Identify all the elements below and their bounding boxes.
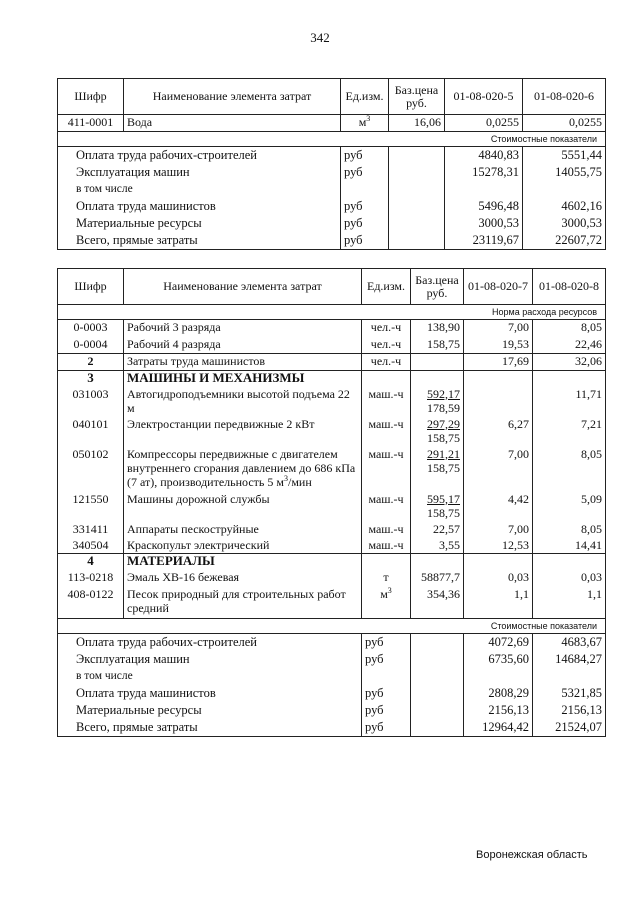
row-name: Рабочий 4 разряда — [124, 337, 362, 354]
summary-unit: руб — [341, 164, 389, 181]
summary-row — [58, 215, 606, 232]
summary-row — [58, 702, 606, 719]
summary-row — [58, 634, 606, 652]
row-name: Затраты труда машинистов — [124, 354, 362, 371]
row-code: 340504 — [58, 538, 124, 554]
summary-value-b: 5321,85 — [533, 685, 606, 702]
row-value-a — [464, 387, 533, 417]
summary-value-b: 22607,72 — [523, 232, 606, 250]
row-value-b: 8,05 — [533, 447, 606, 492]
row-unit: т — [362, 570, 411, 587]
row-name: Автогидроподъемники высотой подъема 22 м — [124, 387, 362, 417]
summary-value-b: 2156,13 — [533, 702, 606, 719]
machinist-row — [58, 354, 606, 371]
summary-row — [58, 198, 606, 215]
summary-unit: руб — [362, 719, 411, 737]
summary-row — [58, 147, 606, 165]
summary-label: Оплата труда машинистов — [58, 685, 362, 702]
row-unit: маш.-ч — [362, 417, 411, 447]
row-unit: маш.-ч — [362, 447, 411, 492]
row-value-b: 8,05 — [533, 320, 606, 337]
table-row — [58, 447, 606, 492]
page-number: 342 — [310, 30, 330, 45]
table-header-row — [58, 79, 606, 115]
summary-value-a: 12964,42 — [464, 719, 533, 737]
summary-value-b: 3000,53 — [523, 215, 606, 232]
row-price: 16,06 — [389, 115, 445, 132]
row-price — [411, 447, 464, 492]
name-sup: 3 — [284, 473, 288, 483]
summary-unit: руб — [341, 232, 389, 250]
row-value-b: 14,41 — [533, 538, 606, 554]
row-price: 354,36 — [411, 587, 464, 619]
summary-row — [58, 719, 606, 737]
row-name — [124, 447, 362, 492]
row-name: Рабочий 3 разряда — [124, 320, 362, 337]
row-code: 0-0004 — [58, 337, 124, 354]
name-tail: /мин — [288, 474, 312, 489]
row-value-b: 7,21 — [533, 417, 606, 447]
section-code: 3 — [58, 371, 124, 387]
table-header-row — [58, 269, 606, 305]
summary-value-a: 15278,31 — [445, 164, 523, 181]
table-row — [58, 587, 606, 619]
row-code: 113-0218 — [58, 570, 124, 587]
row-unit: чел.-ч — [362, 354, 411, 371]
row-unit: маш.-ч — [362, 387, 411, 417]
price-main: 291,21 — [427, 446, 460, 461]
norm-caption-row — [58, 305, 606, 320]
row-price — [411, 387, 464, 417]
section-header-row — [58, 371, 606, 387]
section-caption-row — [58, 132, 606, 147]
row-unit — [362, 587, 411, 619]
row-value-b: 0,03 — [533, 570, 606, 587]
summary-row — [58, 232, 606, 250]
unit-text: м — [358, 115, 367, 129]
section-code: 4 — [58, 554, 124, 570]
row-unit: чел.-ч — [362, 337, 411, 354]
row-code: 040101 — [58, 417, 124, 447]
summary-row — [58, 651, 606, 668]
header-col-a: 01-08-020-7 — [464, 269, 533, 305]
price-secondary: 158,75 — [427, 505, 460, 520]
table-row — [58, 337, 606, 354]
summary-value-b: 5551,44 — [523, 147, 606, 165]
summary-value-b: 4602,16 — [523, 198, 606, 215]
header-name: Наименование элемента затрат — [124, 79, 341, 115]
cost-table-1 — [57, 78, 606, 250]
table-row — [58, 492, 606, 522]
summary-label: Материальные ресурсы — [58, 702, 362, 719]
row-value-b: 8,05 — [533, 522, 606, 538]
header-base-price: Баз.цена руб. — [389, 79, 445, 115]
row-code: 050102 — [58, 447, 124, 492]
row-value-b: 5,09 — [533, 492, 606, 522]
table-row — [58, 538, 606, 554]
row-price — [411, 492, 464, 522]
section-caption-row — [58, 619, 606, 634]
header-name: Наименование элемента затрат — [124, 269, 362, 305]
cost-table-2 — [57, 268, 606, 737]
summary-value-b: 14055,75 — [523, 164, 606, 181]
price-main: 297,29 — [427, 416, 460, 431]
unit-text: м — [380, 586, 388, 601]
table-row — [58, 320, 606, 337]
summary-row — [58, 164, 606, 181]
table-row — [58, 387, 606, 417]
section-header-row — [58, 554, 606, 570]
summary-unit: руб — [362, 685, 411, 702]
summary-label: Материальные ресурсы — [58, 215, 341, 232]
summary-unit: руб — [341, 147, 389, 165]
header-code: Шифр — [58, 79, 124, 115]
row-price: 158,75 — [411, 337, 464, 354]
row-value-a: 12,53 — [464, 538, 533, 554]
price-main: 592,17 — [427, 386, 460, 401]
row-unit: чел.-ч — [362, 320, 411, 337]
row-value-a: 7,00 — [464, 320, 533, 337]
norm-caption: Норма расхода ресурсов — [58, 305, 606, 320]
table-row — [58, 570, 606, 587]
price-main: 595,17 — [427, 491, 460, 506]
summary-unit: руб — [341, 198, 389, 215]
row-price: 138,90 — [411, 320, 464, 337]
row-value-b: 32,06 — [533, 354, 606, 371]
header-code: Шифр — [58, 269, 124, 305]
row-value-a: 6,27 — [464, 417, 533, 447]
summary-label: Эксплуатация машин — [58, 651, 362, 668]
row-name: Электростанции передвижные 2 кВт — [124, 417, 362, 447]
header-col-b: 01-08-020-6 — [523, 79, 606, 115]
row-code: 408-0122 — [58, 587, 124, 619]
row-price: 3,55 — [411, 538, 464, 554]
unit-sup: 3 — [387, 585, 392, 595]
unit-sup: 3 — [366, 114, 371, 123]
table-row — [58, 115, 606, 132]
summary-value-a: 2156,13 — [464, 702, 533, 719]
row-value-a: 7,00 — [464, 447, 533, 492]
section-caption: Стоимостные показатели — [58, 132, 606, 147]
summary-unit: руб — [341, 215, 389, 232]
section-title: МАШИНЫ И МЕХАНИЗМЫ — [124, 371, 362, 387]
summary-value-a: 4840,83 — [445, 147, 523, 165]
table-row — [58, 417, 606, 447]
row-value-a: 0,03 — [464, 570, 533, 587]
summary-value-b: 14684,27 — [533, 651, 606, 668]
row-unit — [341, 115, 389, 132]
summary-label: Оплата труда рабочих-строителей — [58, 634, 362, 652]
row-price — [411, 417, 464, 447]
row-code: 411-0001 — [58, 115, 124, 132]
row-value-b: 0,0255 — [523, 115, 606, 132]
summary-value-a: 23119,67 — [445, 232, 523, 250]
summary-label: в том числе — [58, 181, 341, 198]
row-unit: маш.-ч — [362, 492, 411, 522]
summary-value-a: 3000,53 — [445, 215, 523, 232]
summary-value-b: 4683,67 — [533, 634, 606, 652]
summary-label: Всего, прямые затраты — [58, 232, 341, 250]
row-price: 58877,7 — [411, 570, 464, 587]
summary-unit: руб — [362, 634, 411, 652]
summary-value-a: 4072,69 — [464, 634, 533, 652]
summary-value-a: 6735,60 — [464, 651, 533, 668]
row-code: 331411 — [58, 522, 124, 538]
row-code: 2 — [58, 354, 124, 371]
row-value-b: 22,46 — [533, 337, 606, 354]
row-value-b: 11,71 — [533, 387, 606, 417]
summary-label: Оплата труда машинистов — [58, 198, 341, 215]
summary-unit: руб — [362, 702, 411, 719]
summary-label: Всего, прямые затраты — [58, 719, 362, 737]
name-text: Компрессоры передвижные с двигателем внутреннего сгорания давлением до 686 кПа (7 ат), производительность 5 м — [127, 446, 356, 489]
header-col-a: 01-08-020-5 — [445, 79, 523, 115]
summary-row — [58, 668, 606, 685]
summary-value-a: 5496,48 — [445, 198, 523, 215]
row-value-a: 19,53 — [464, 337, 533, 354]
header-unit: Ед.изм. — [341, 79, 389, 115]
row-name: Эмаль ХВ-16 бежевая — [124, 570, 362, 587]
summary-value-b: 21524,07 — [533, 719, 606, 737]
header-base-price: Баз.цена руб. — [411, 269, 464, 305]
table-row — [58, 522, 606, 538]
row-value-a: 17,69 — [464, 354, 533, 371]
summary-unit: руб — [362, 651, 411, 668]
row-value-b: 1,1 — [533, 587, 606, 619]
row-value-a: 7,00 — [464, 522, 533, 538]
summary-label: Эксплуатация машин — [58, 164, 341, 181]
summary-row — [58, 181, 606, 198]
row-unit: маш.-ч — [362, 538, 411, 554]
summary-label: в том числе — [58, 668, 362, 685]
header-col-b: 01-08-020-8 — [533, 269, 606, 305]
summary-row — [58, 685, 606, 702]
row-value-a: 1,1 — [464, 587, 533, 619]
row-name: Аппараты пескоструйные — [124, 522, 362, 538]
row-code: 031003 — [58, 387, 124, 417]
row-value-a: 4,42 — [464, 492, 533, 522]
price-secondary: 158,75 — [427, 460, 460, 475]
price-secondary: 158,75 — [427, 430, 460, 445]
row-price: 22,57 — [411, 522, 464, 538]
row-name: Вода — [124, 115, 341, 132]
row-name: Машины дорожной службы — [124, 492, 362, 522]
price-secondary: 178,59 — [427, 400, 460, 415]
row-code: 0-0003 — [58, 320, 124, 337]
header-unit: Ед.изм. — [362, 269, 411, 305]
row-name: Песок природный для строительных работ средний — [124, 587, 362, 619]
region-footer: Воронежская область — [476, 849, 588, 861]
summary-label: Оплата труда рабочих-строителей — [58, 147, 341, 165]
row-code: 121550 — [58, 492, 124, 522]
section-title: МАТЕРИАЛЫ — [124, 554, 362, 570]
summary-value-a: 2808,29 — [464, 685, 533, 702]
row-name: Краскопульт электрический — [124, 538, 362, 554]
row-unit: маш.-ч — [362, 522, 411, 538]
section-caption: Стоимостные показатели — [58, 619, 606, 634]
row-value-a: 0,0255 — [445, 115, 523, 132]
